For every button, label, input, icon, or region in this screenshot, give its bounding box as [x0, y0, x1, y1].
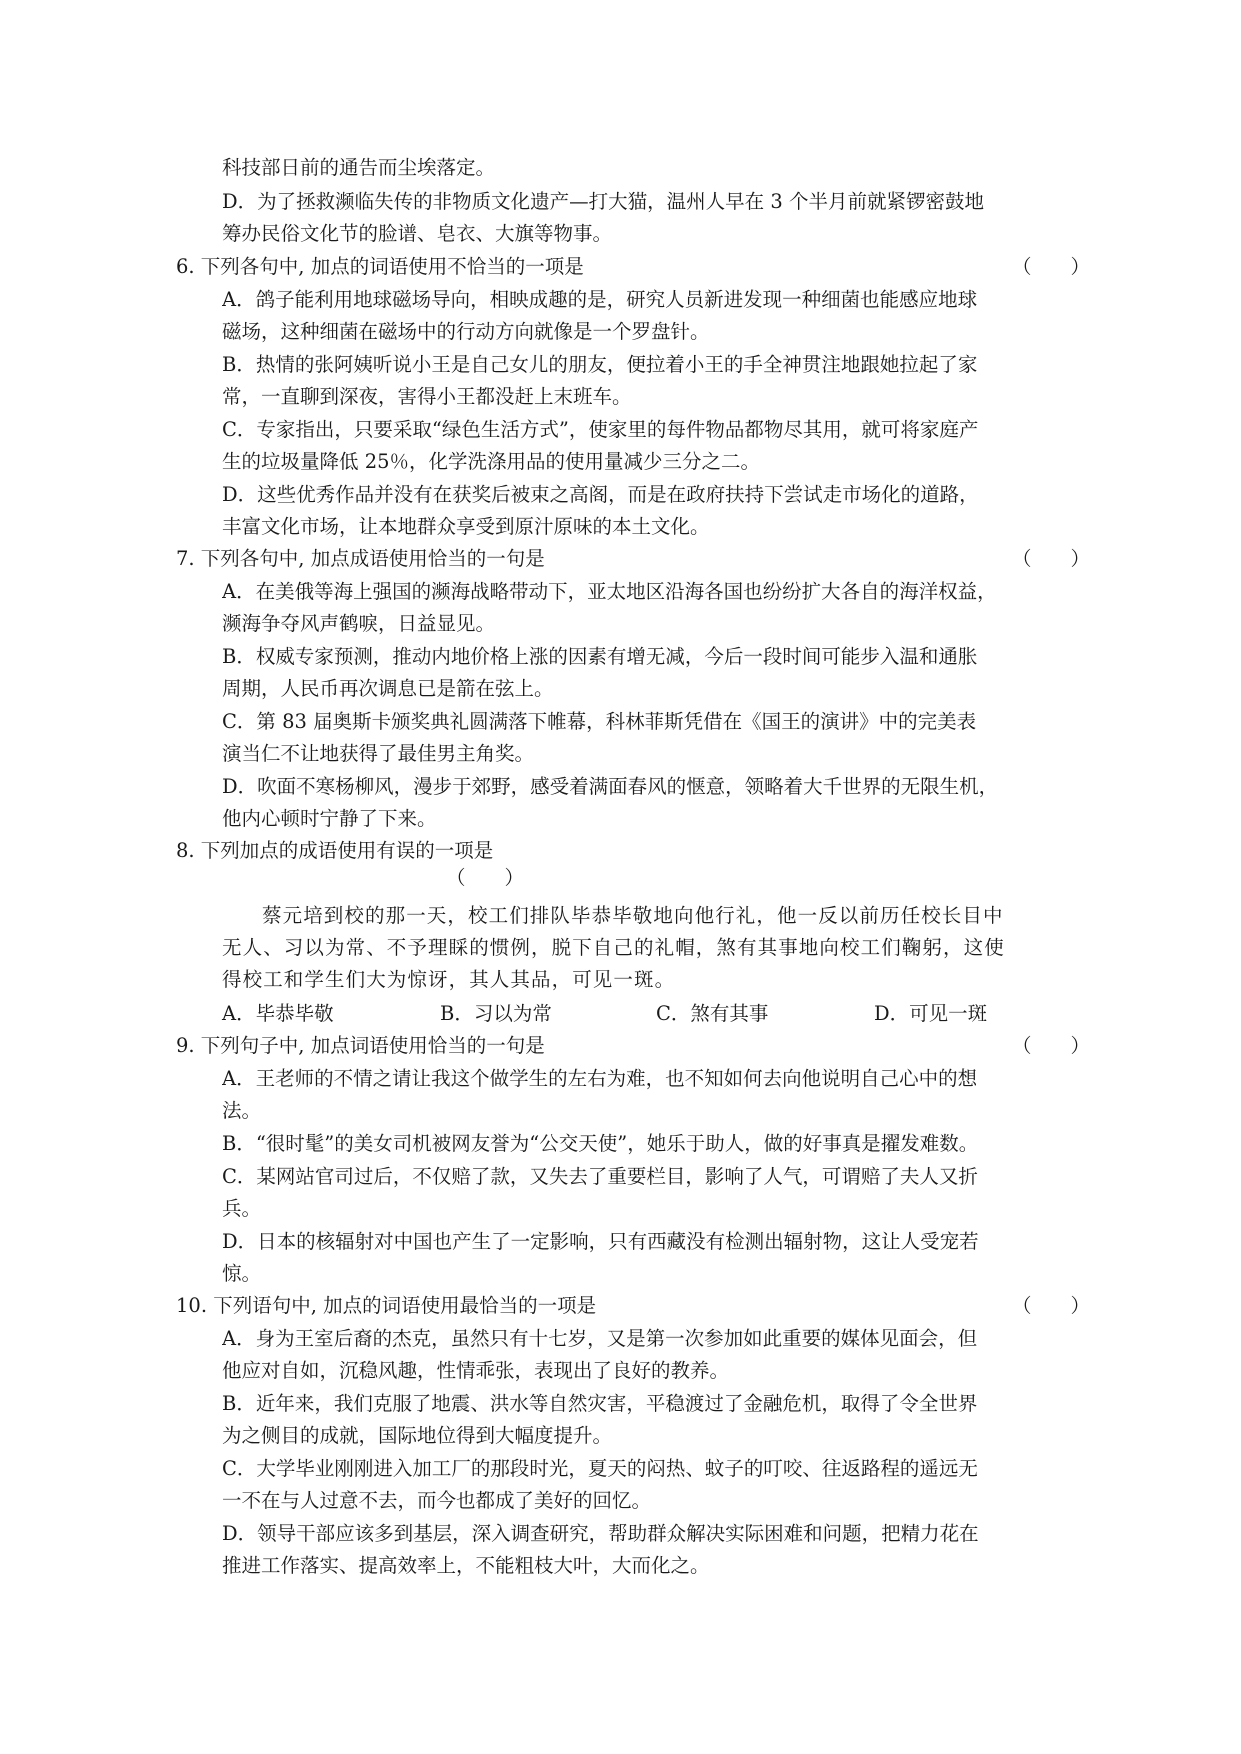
- q5-option-d-line1: D．为了拯救濒临失传的非物质文化遗产—打大猫，温州人早在 3 个半月前就紧锣密鼓地: [222, 190, 984, 213]
- q9-option-c-line1: C．某网站官司过后，不仅赔了款，又失去了重要栏目，影响了人气，可谓赔了夫人又折: [222, 1165, 978, 1188]
- q7-option-c-line2: 演当仁不让地获得了最佳男主角奖。: [222, 742, 535, 765]
- question-10-text: 10. 下列语句中, 加点的词语使用最恰当的一项是: [176, 1294, 597, 1317]
- q9-option-b-line1: B．“很时髦”的美女司机被网友誉为“公交天使”，她乐于助人，做的好事真是擢发难数。: [222, 1132, 979, 1155]
- q5-option-d-line2: 筹办民俗文化节的脸谱、皂衣、大旗等物事。: [222, 222, 613, 245]
- question-7-answer-blank: （ ）: [1012, 547, 1091, 570]
- q7-option-a-line1: A．在美俄等海上强国的濒海战略带动下，亚太地区沿海各国也纷纷扩大各自的海洋权益，: [222, 580, 997, 603]
- q8-passage-line2: 无人、习以为常、不予理睬的惯例，脱下自己的礼帽，煞有其事地向校工们鞠躬，这使: [222, 936, 1005, 959]
- q6-option-a-line2: 磁场，这种细菌在磁场中的行动方向就像是一个罗盘针。: [222, 320, 710, 343]
- question-6-text: 6. 下列各句中, 加点的词语使用不恰当的一项是: [176, 255, 584, 278]
- q9-option-a-line1: A．王老师的不情之请让我这个做学生的左右为难，也不知如何去向他说明自己心中的想: [222, 1067, 978, 1090]
- q6-option-b-line1: B．热情的张阿姨听说小王是自己女儿的朋友，便拉着小王的手全神贯注地跟她拉起了家: [222, 353, 978, 376]
- q10-option-d-line1: D．领导干部应该多到基层，深入调查研究，帮助群众解决实际困难和问题，把精力花在: [222, 1522, 979, 1545]
- q5-text-line: 科技部日前的通告而尘埃落定。: [222, 156, 496, 179]
- question-8-answer-blank: （ ）: [446, 866, 525, 889]
- q7-option-c-line1: C．第 83 届奥斯卡颁奖典礼圆满落下帷幕，科林菲斯凭借在《国王的演讲》中的完美表: [222, 710, 977, 733]
- q8-passage-line1: 蔡元培到校的那一天，校工们排队毕恭毕敬地向他行礼，他一反以前历任校长目中: [262, 904, 1004, 927]
- q9-option-a-line2: 法。: [222, 1099, 262, 1122]
- q6-option-c-line1: C．专家指出，只要采取“绿色生活方式”，使家里的每件物品都物尽其用，就可将家庭产: [222, 418, 979, 441]
- q6-option-b-line2: 常，一直聊到深夜，害得小王都没赶上末班车。: [222, 385, 632, 408]
- q8-option-d: D．可见一斑: [874, 1002, 988, 1025]
- q10-option-b-line2: 为之侧目的成就，国际地位得到大幅度提升。: [222, 1424, 613, 1447]
- question-6-answer-blank: （ ）: [1012, 255, 1091, 278]
- q10-option-b-line1: B．近年来，我们克服了地震、洪水等自然灾害，平稳渡过了金融危机，取得了令全世界: [222, 1392, 978, 1415]
- q8-option-c: C．煞有其事: [656, 1002, 769, 1025]
- q7-option-d-line1: D．吹面不寒杨柳风，漫步于郊野，感受着满面春风的惬意，领略着大千世界的无限生机，: [222, 775, 999, 798]
- q8-option-b: B．习以为常: [440, 1002, 552, 1025]
- q10-option-a-line1: A．身为王室后裔的杰克，虽然只有十七岁，又是第一次参加如此重要的媒体见面会，但: [222, 1327, 978, 1350]
- question-10-answer-blank: （ ）: [1012, 1294, 1091, 1317]
- question-7-text: 7. 下列各句中, 加点成语使用恰当的一句是: [176, 547, 545, 570]
- q7-option-d-line2: 他内心顿时宁静了下来。: [222, 807, 437, 830]
- q6-option-d-line1: D．这些优秀作品并没有在获奖后被束之高阁，而是在政府扶持下尝试走市场化的道路，: [222, 483, 979, 506]
- q10-option-c-line2: 一不在与人过意不去，而今也都成了美好的回忆。: [222, 1489, 652, 1512]
- q9-option-d-line2: 惊。: [222, 1262, 262, 1285]
- question-9-answer-blank: （ ）: [1012, 1034, 1091, 1057]
- q7-option-b-line1: B．权威专家预测，推动内地价格上涨的因素有增无减，今后一段时间可能步入温和通胀: [222, 645, 978, 668]
- q10-option-c-line1: C．大学毕业刚刚进入加工厂的那段时光，夏天的闷热、蚊子的叮咬、往返路程的遥远无: [222, 1457, 978, 1480]
- q6-option-c-line2: 生的垃圾量降低 25％，化学洗涤用品的使用量减少三分之二。: [222, 450, 761, 473]
- q6-option-a-line1: A．鸽子能利用地球磁场导向，相映成趣的是，研究人员新进发现一种细菌也能感应地球: [222, 288, 978, 311]
- q7-option-a-line2: 濒海争夺风声鹤唳，日益显见。: [222, 612, 496, 635]
- q9-option-c-line2: 兵。: [222, 1197, 262, 1220]
- q8-option-a: A．毕恭毕敬: [222, 1002, 334, 1025]
- q8-passage-line3: 得校工和学生们大为惊讶，其人其品，可见一斑。: [222, 968, 676, 991]
- q6-option-d-line2: 丰富文化市场，让本地群众享受到原汁原味的本土文化。: [222, 515, 710, 538]
- q10-option-d-line2: 推进工作落实、提高效率上，不能粗枝大叶，大而化之。: [222, 1554, 710, 1577]
- question-8-text: 8. 下列加点的成语使用有误的一项是: [176, 839, 494, 862]
- question-9-text: 9. 下列句子中, 加点词语使用恰当的一句是: [176, 1034, 545, 1057]
- q9-option-d-line1: D．日本的核辐射对中国也产生了一定影响，只有西藏没有检测出辐射物，这让人受宠若: [222, 1230, 979, 1253]
- q10-option-a-line2: 他应对自如，沉稳风趣，性情乖张，表现出了良好的教养。: [222, 1359, 730, 1382]
- q7-option-b-line2: 周期，人民币再次调息已是箭在弦上。: [222, 677, 554, 700]
